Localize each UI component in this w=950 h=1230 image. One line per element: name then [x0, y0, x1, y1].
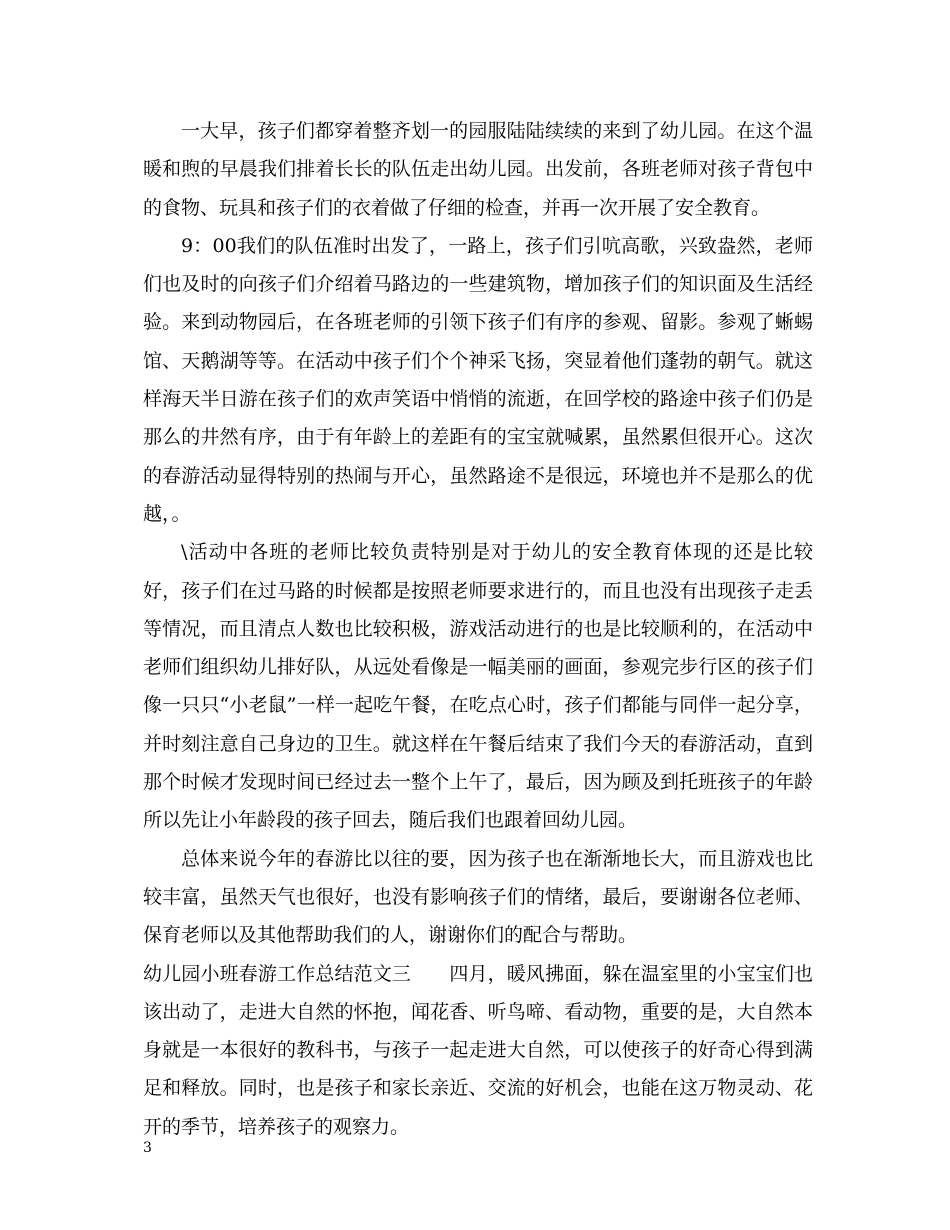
- page-number: 3: [143, 1140, 152, 1156]
- paragraph-teacher-safety: \活动中各班的老师比较负责特别是对于幼儿的安全教育体现的还是比较好，孩子们在过马路的时候都是按照老师要求进行的，而且也没有出现孩子走丢等情况，而且清点人数也比较积极，游戏活动进行的也是比较顺利的，在活动中老师们组织幼儿排好队，从远处看像是一幅美丽的画面，参观完步行区的孩子们像一只只“小老鼠”一样一起吃午餐，在吃点心时，孩子们都能与同伴一起分享，并时刻注意自己身边的卫生。就这样在午餐后结束了我们今天的春游活动，直到那个时候才发现时间已经过去一整个上午了，最后，因为顾及到托班孩子的年龄所以先让小年龄段的孩子回去，随后我们也跟着回幼儿园。: [143, 541, 813, 832]
- document-body: [143, 112, 813, 1146]
- paragraph-sample-three: 幼儿园小班春游工作总结范文三 四月，暖风拂面，躲在温室里的小宝宝们也该出动了，走进大自然的怀抱，闻花香、听鸟啼、看动物，重要的是，大自然本身就是一本很好的教科书，与孩子一起走进大自然，可以使孩子的好奇心得到满足和释放。同时，也是孩子和家长亲近、交流的好机会，也能在这万物灵动、花开的季节，培养孩子的观察力。: [143, 962, 813, 1138]
- paragraph-zoo-visit: 9：00我们的队伍准时出发了，一路上，孩子们引吭高歌，兴致盎然，老师们也及时的向孩子们介绍着马路边的一些建筑物，增加孩子们的知识面及生活经验。来到动物园后，在各班老师的引领下孩子们有序的参观、留影。参观了蜥蜴馆、天鹅湖等等。在活动中孩子们个个神采飞扬，突显着他们蓬勃的朝气。就这样海天半日游在孩子们的欢声笑语中悄悄的流逝，在回学校的路途中孩子们仍是那么的井然有序，由于有年龄上的差距有的宝宝就喊累，虽然累但很开心。这次的春游活动显得特别的热闹与开心，虽然路途不是很远，环境也并不是那么的优越，。: [143, 234, 813, 525]
- paragraph-morning-departure: 一大早，孩子们都穿着整齐划一的园服陆陆续续的来到了幼儿园。在这个温暖和煦的早晨我们排着长长的队伍走出幼儿园。出发前，各班老师对孩子背包中的食物、玩具和孩子们的衣着做了仔细的检查，并再一次开展了安全教育。: [143, 120, 813, 219]
- paragraph-summary-thanks: 总体来说今年的春游比以往的要，因为孩子也在渐渐地长大，而且游戏也比较丰富，虽然天气也很好，也没有影响孩子们的情绪，最后，要谢谢各位老师、保育老师以及其他帮助我们的人，谢谢你们的配合与帮助。: [143, 847, 813, 947]
